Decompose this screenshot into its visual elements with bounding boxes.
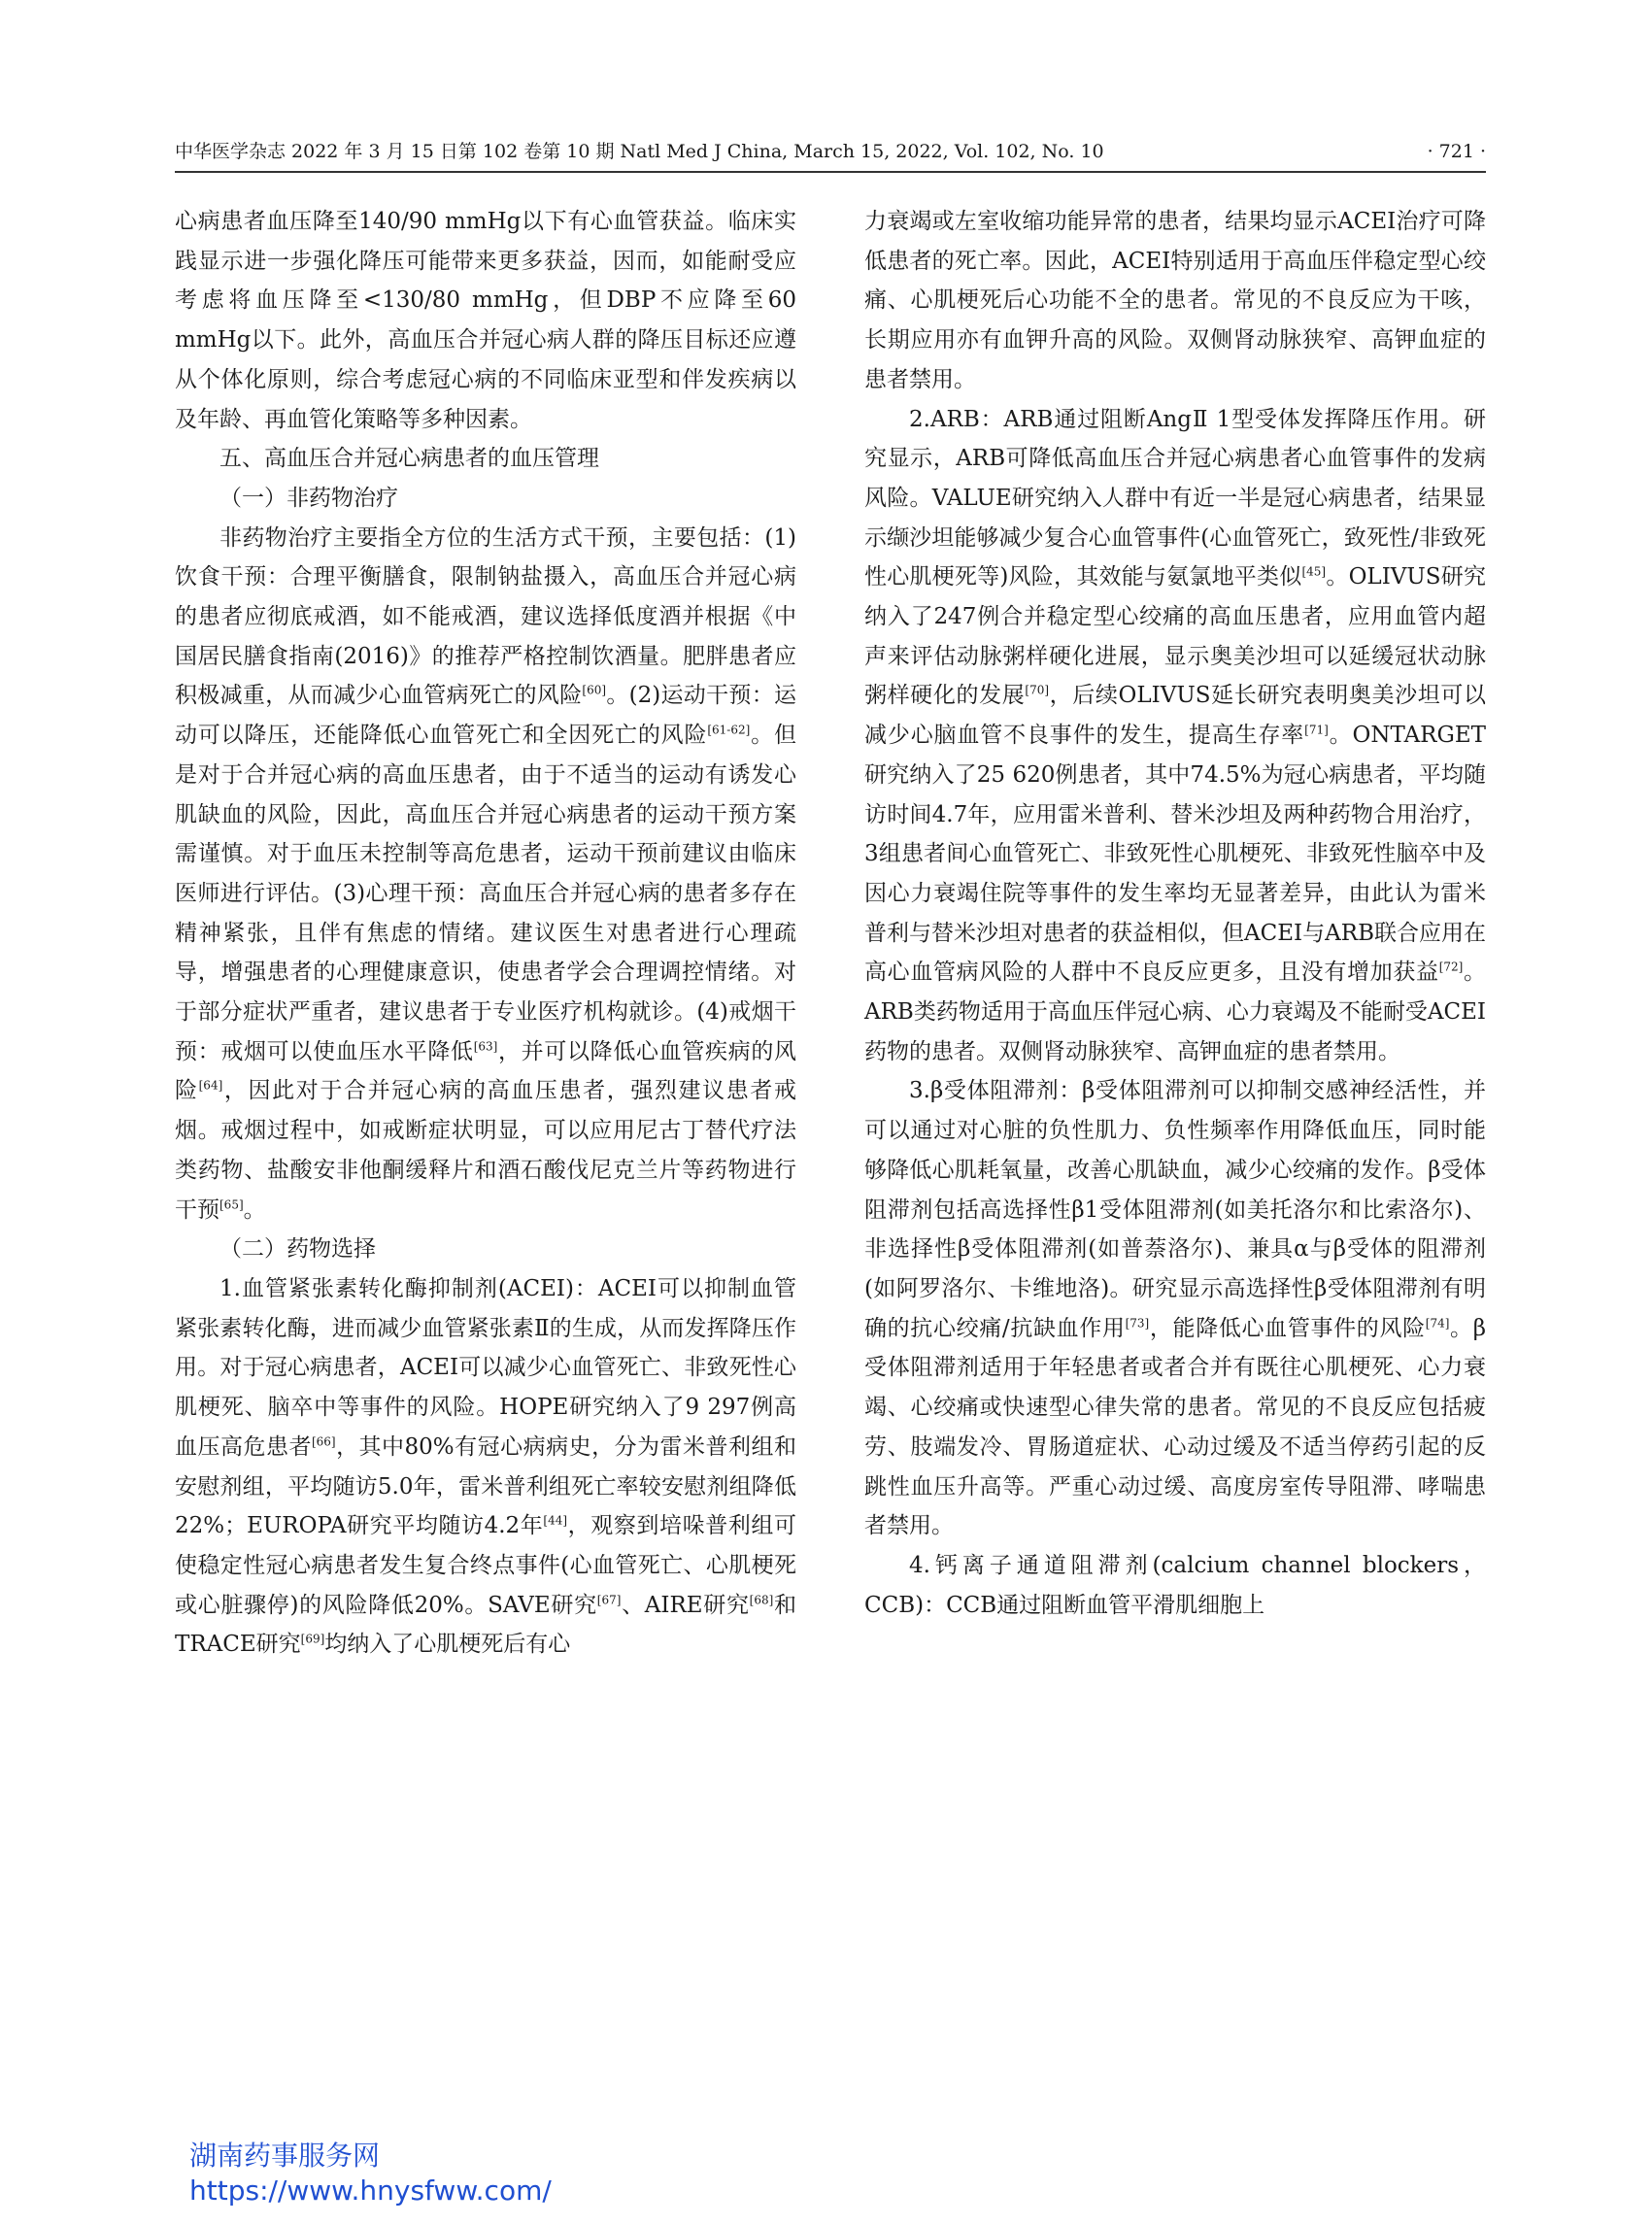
citation-ref: [67] <box>596 1592 622 1606</box>
paragraph: 心病患者血压降至140/90 mmHg以下有心血管获益。临床实践显示进一步强化降压可能带来更多获益，因而，如能耐受应考虑将血压降至<130/80 mmHg，但DBP不应降至60 mmHg以下。此外，高血压合并冠心病人群的降压目标还应遵从个体化原则，综合考虑冠心病的不同临床亚型和伴发疾病以及年龄、再血管化策略等多种因素。 <box>175 209 796 432</box>
citation-ref: [70] <box>1025 683 1050 697</box>
paragraph: 力衰竭或左室收缩功能异常的患者，结果均显示ACEI治疗可降低患者的死亡率。因此，ACEI特别适用于高血压伴稳定型心绞痛、心肌梗死后心功能不全的患者。常见的不良反应为干咳，长期应用亦有血钾升高的风险。双侧肾动脉狭窄、高钾血症的患者禁用。 <box>864 209 1486 392</box>
section-heading: 五、高血压合并冠心病患者的血压管理 <box>219 446 599 472</box>
paragraph: 非药物治疗主要指全方位的生活方式干预，主要包括：(1)饮食干预：合理平衡膳食，限制钠盐摄入，高血压合并冠心病的患者应彻底戒酒，如不能戒酒，建议选择低度酒并根据《中国居民膳食指南(2016)》的推荐严格控制饮酒量。肥胖患者应积极减重，从而减少心血管病死亡的风险[60]。(2)运动干预：运动可以降压，还能降低心血管死亡和全因死亡的风险[61-62]。但是对于合并冠心病的高血压患者，由于不适当的运动有诱发心肌缺血的风险，因此，高血压合并冠心病患者的运动干预方案需谨慎。对于血压未控制等高危患者，运动干预前建议由临床医师进行评估。(3)心理干预：高血压合并冠心病的患者多存在精神紧张，且伴有焦虑的情绪。建议医生对患者进行心理疏导，增强患者的心理健康意识，使患者学会合理调控情绪。对于部分症状严重者，建议患者于专业医疗机构就诊。(4)戒烟干预：戒烟可以使血压水平降低[63]，并可以降低心血管疾病的风险[64]，因此对于合并冠心病的高血压患者，强烈建议患者戒烟。戒烟过程中，如戒断症状明显，可以应用尼古丁替代疗法类药物、盐酸安非他酮缓释片和酒石酸伐尼克兰片等药物进行干预[65]。 <box>175 524 797 1223</box>
paragraph: 2.ARB：ARB通过阻断AngⅡ 1型受体发挥降压作用。研究显示，ARB可降低高血压合并冠心病患者心血管事件的发病风险。VALUE研究纳入人群中有近一半是冠心病患者，结果显示缬沙坦能够减少复合心血管事件(心血管死亡，致死性/非致死性心肌梗死等)风险，其效能与氨氯地平类似[45]。OLIVUS研究纳入了247例合并稳定型心绞痛的高血压患者，应用血管内超声来评估动脉粥样硬化进展，显示奥美沙坦可以延缓冠状动脉粥样硬化的发展[70]，后续OLIVUS延长研究表明奥美沙坦可以减少心脑血管不良事件的发生，提高生存率[71]。ONTARGET研究纳入了25 620例患者，其中74.5%为冠心病患者，平均随访时间4.7年，应用雷米普利、替米沙坦及两种药物合用治疗，3组患者间心血管死亡、非致死性心肌梗死、非致死性脑卒中及因心力衰竭住院等事件的发生率均无显著差异，由此认为雷米普利与替米沙坦对患者的获益相似，但ACEI与ARB联合应用在高心血管病风险的人群中不良反应更多，且没有增加获益[72]。ARB类药物适用于高血压伴冠心病、心力衰竭及不能耐受ACEI药物的患者。双侧肾动脉狭窄、高钾血症的患者禁用。 <box>864 406 1487 1064</box>
subsection-heading: （二）药物选择 <box>219 1236 376 1263</box>
citation-ref: [63] <box>473 1039 498 1054</box>
paragraph: 3.β受体阻滞剂：β受体阻滞剂可以抑制交感神经活性，并可以通过对心脏的负性肌力、负性频率作用降低血压，同时能够降低心肌耗氧量，改善心肌缺血，减少心绞痛的发作。β受体阻滞剂包括高选择性β1受体阻滞剂(如美托洛尔和比索洛尔)、非选择性β受体阻滞剂(如普萘洛尔)、兼具α与β受体的阻滞剂(如阿罗洛尔、卡维地洛)。研究显示高选择性β受体阻滞剂有明确的抗心绞痛/抗缺血作用[73]，能降低心血管事件的风险[74]。β受体阻滞剂适用于年轻患者或者合并有既往心肌梗死、心力衰竭、心绞痛或快速型心律失常的患者。常见的不良反应包括疲劳、肢端发冷、胃肠道症状、心动过缓及不适当停药引起的反跳性血压升高等。严重心动过缓、高度房室传导阻滞、哮喘患者禁用。 <box>864 1078 1487 1539</box>
citation-ref: [45] <box>1301 564 1327 579</box>
citation-ref: [60] <box>582 683 607 697</box>
citation-ref: [71] <box>1304 723 1329 737</box>
citation-ref: [73] <box>1125 1316 1150 1331</box>
subsection-heading: （一）非药物治疗 <box>219 485 398 511</box>
citation-ref: [74] <box>1425 1316 1450 1331</box>
citation-ref: [64] <box>198 1078 223 1093</box>
citation-ref: [61-62] <box>707 723 751 737</box>
watermark-site-name: 湖南药事服务网 <box>189 2140 381 2172</box>
watermark-url[interactable]: https://www.hnysfww.com/ <box>189 2174 552 2207</box>
citation-ref: [65] <box>219 1197 244 1211</box>
right-column <box>864 202 1486 1625</box>
citation-ref: [69] <box>300 1632 325 1646</box>
citation-ref: [72] <box>1438 960 1464 974</box>
paragraph: 4.钙离子通道阻滞剂(calcium channel blockers，CCB)：CCB通过阻断血管平滑肌细胞上 <box>864 1552 1486 1618</box>
citation-ref: [68] <box>749 1592 774 1606</box>
page-number: · 721 · <box>1427 141 1486 162</box>
running-header <box>175 132 1486 173</box>
site-watermark <box>189 2139 552 2208</box>
paragraph: 1.血管紧张素转化酶抑制剂(ACEI)：ACEI可以抑制血管紧张素转化酶，进而减少血管紧张素Ⅱ的生成，从而发挥降压作用。对于冠心病患者，ACEI可以减少心血管死亡、非致死性心肌梗死、脑卒中等事件的风险。HOPE研究纳入了9 297例高血压高危患者[66]，其中80%有冠心病病史，分为雷米普利组和安慰剂组，平均随访5.0年，雷米普利组死亡率较安慰剂组降低22%；EUROPA研究平均随访4.2年[44]，观察到培哚普利组可使稳定性冠心病患者发生复合终点事件(心血管死亡、心肌梗死或心脏骤停)的风险降低20%。SAVE研究[67]、AIRE研究[68]和TRACE研究[69]均纳入了心肌梗死后有心 <box>175 1275 797 1658</box>
journal-citation: 中华医学杂志 2022 年 3 月 15 日第 102 卷第 10 期 Natl Med J China, March 15, 2022, Vol. 102, No. 10 <box>175 141 1104 162</box>
citation-ref: [66] <box>311 1434 336 1449</box>
left-column <box>175 202 796 1665</box>
citation-ref: [44] <box>543 1513 568 1528</box>
